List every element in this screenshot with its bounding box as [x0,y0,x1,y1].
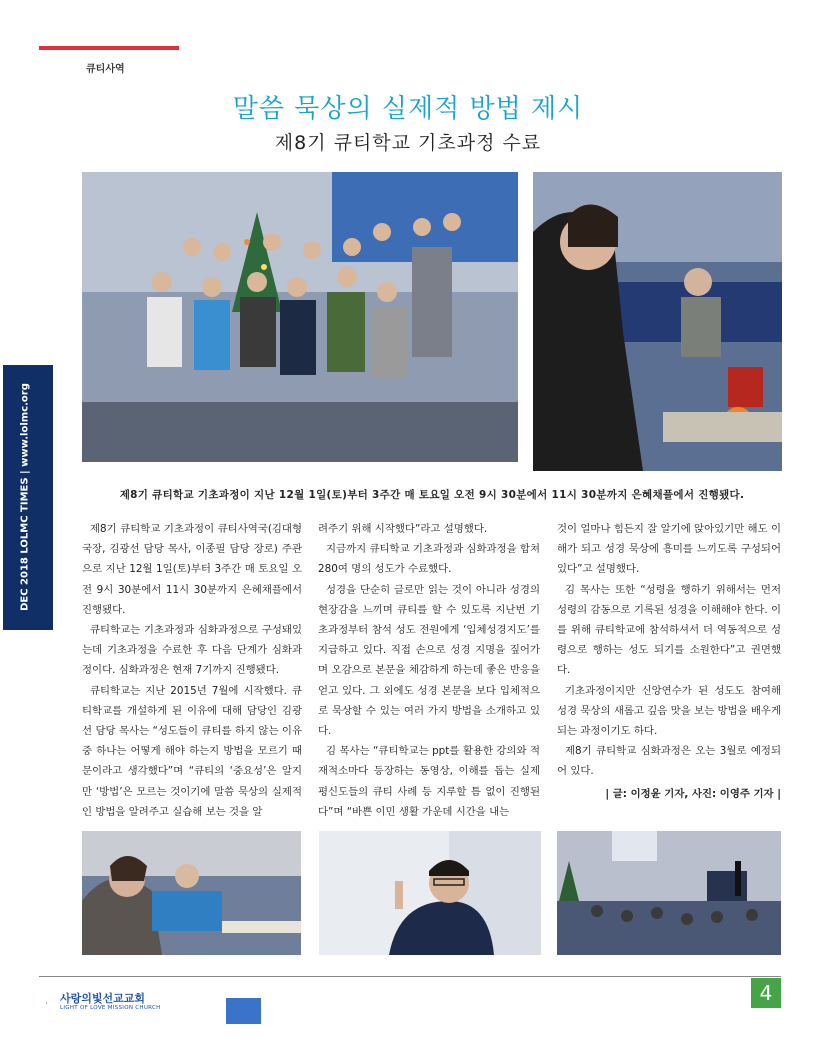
side-publication-text: DEC 2018 LOLMC TIMES | www.lolmc.org [19,383,31,611]
paragraph: 김 목사는 “큐티학교는 ppt를 활용한 강의와 적재적소마다 등장하는 동영상, 이해를 돕는 실제 평신도들의 큐티 사례 등 지루할 틈 없이 진행된다”며 “바쁜 이민 생활 가운데 시간을 내는 [318,745,540,818]
church-logo-icon [46,988,60,1018]
bottom-photo-right [557,831,781,955]
paragraph: 성경을 단순히 글로만 읽는 것이 아니라 성경의 현장감을 느끼며 큐티를 할 수 있도록 지난번 기초과정부터 참석 성도 전원에게 ‘입체성경지도’를 지급하고 있다. 직접 손으로 성경 지명을 짚어가며 오감으로 본문을 체감하게 하는데 좋은 반응을 얻고 있다. 그 외에도 성경 본문을 보다 입체적으로 묵상할 수 있는 여러 가지 방법을 소개하고 있다. [318,583,540,738]
paragraph: 기초과정이지만 신앙연수가 된 성도도 참여해 성경 묵상의 새롭고 깊음 맛을 보는 방법을 배우게 되는 과정이기도 하다. [557,684,781,738]
participant-photo [533,172,782,471]
article-column-3 [557,519,781,804]
paragraph: 려주기 위해 시작했다”라고 설명했다. [318,523,488,535]
article-column-2 [318,519,540,822]
section-label: 큐티사역 [86,64,125,75]
paragraph: 지금까지 큐티학교 기초과정과 심화과정을 합쳐 280여 명의 성도가 수료했다. [318,543,540,576]
footer-color-block [226,998,261,1024]
bottom-photo-left [82,831,301,955]
article-title: 말씀 묵상의 실제적 방법 제시 [232,94,584,124]
header-accent-bar [39,46,179,50]
paragraph: 큐티학교는 기초과정과 심화과정으로 구성돼있는데 기초과정을 수료한 후 다음 단계가 심화과정이다. 심화과정은 현재 7기까지 진행됐다. [82,624,302,677]
photo-caption: 제8기 큐티학교 기초과정이 지난 12월 1일(토)부터 3주간 매 토요일 오전 9시 30분에서 11시 30분까지 은혜채플에서 진행됐다. [119,489,745,501]
paragraph: 제8기 큐티학교 심화과정은 오는 3월로 예정되어 있다. [557,745,781,778]
church-subtitle: LIGHT OF LOVE MISSION CHURCH [60,1005,161,1011]
article-column-1 [82,519,302,822]
paragraph: 큐티학교는 지난 2015년 7월에 시작했다. 큐티학교를 개설하게 된 이유에 대해 담당인 김광선 담당 목사는 “성도들이 큐티를 하지 않는 이유 중 하나는 어떻게 해야 하는지 방법을 모르기 때문이라고 생각했다”며 “큐티의 ‘중요성’은 알지만 ‘방법’은 모르는 것이기에 말씀 묵상의 실제적인 방법을 알려주고 실습해 보는 것을 알 [82,684,302,818]
article-subtitle: 제8기 큐티학교 기초과정 수료 [274,132,542,154]
footer-divider [39,976,781,977]
page-number: 4 [751,978,781,1008]
byline-credit: | 글: 이정윤 기자, 사진: 이영주 기자 | [605,787,781,800]
paragraph: 제8기 큐티학교 기초과정이 큐티사역국(김대형 국장, 김광선 담당 목사, 이종필 담당 장로) 주관으로 지난 12월 1일(토)부터 3주간 매 토요일 오전 9시 30분에서 11시 30분까지 은혜채플에서 진행됐다. [82,523,302,616]
paragraph: 것이 얼마나 힘든지 잘 알기에 앉아있기만 해도 이해가 되고 성경 묵상에 흥미를 느끼도록 구성되어 있다”고 설명했다. [557,523,781,576]
church-name: 사랑의빛선교교회 [60,992,146,1005]
bottom-photo-center [319,831,541,955]
group-photo [82,172,518,462]
paragraph: 김 목사는 또한 “성령을 행하기 위해서는 먼저 성령의 감동으로 기록된 성경을 이해해야 한다. 이를 위해 큐티학교에 참석하셔서 더 역동적으로 성령으로 행하는 성도 되기를 소원한다”고 권면했다. [557,583,781,677]
